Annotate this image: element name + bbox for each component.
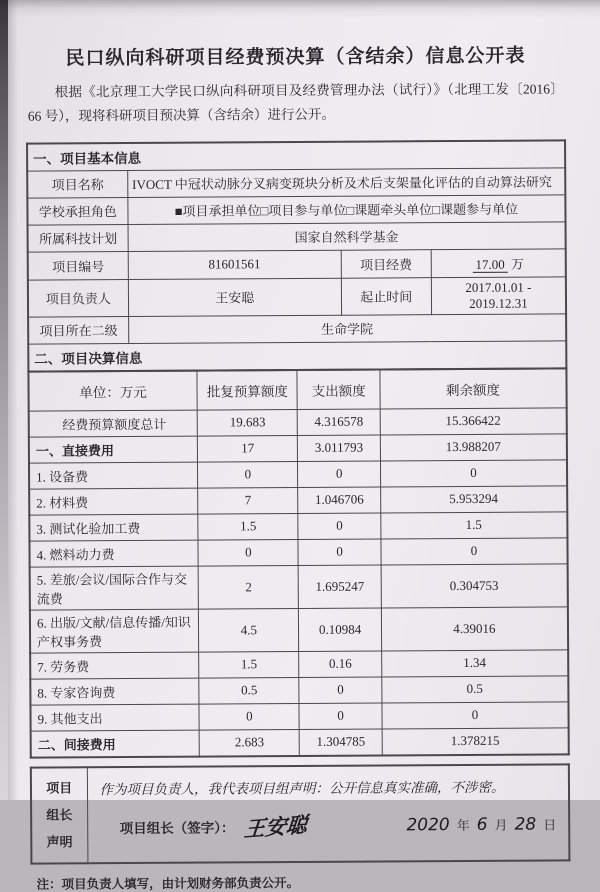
department-value: 生命学院 <box>128 313 566 343</box>
cell-remaining: 5.953294 <box>380 485 567 512</box>
unit-header: 单位：万元 <box>28 370 197 411</box>
signature-handwriting: 王安聪 <box>243 812 309 842</box>
row-label: 1. 设备费 <box>29 462 198 489</box>
table-row <box>30 563 568 609</box>
cell-approved: 7 <box>198 487 299 514</box>
table-row <box>31 727 569 757</box>
cell-spent: 0.16 <box>299 651 381 678</box>
cell-approved: 0.5 <box>199 677 300 704</box>
signature-row <box>98 809 561 842</box>
department-row <box>28 313 566 343</box>
section-2-title: 二、项目决算信息 <box>28 340 566 371</box>
table-row <box>29 537 567 566</box>
school-role-options: ■项目承担单位□项目参与单位□课题牵头单位□课题参与单位 <box>128 194 566 224</box>
school-role-label: 学校承担角色 <box>27 197 128 225</box>
col-header-spent: 支出额度 <box>297 369 380 409</box>
budget-header-row <box>28 368 566 411</box>
row-label: 8. 专家咨询费 <box>30 678 199 705</box>
row-label: 二、间接费用 <box>31 730 200 758</box>
cell-remaining: 13.988207 <box>380 433 567 460</box>
cell-approved: 0 <box>198 539 299 566</box>
funding-unit: 万 <box>510 256 525 272</box>
declaration-statement: 作为项目负责人，我代表项目组声明：公开信息真实准确，不涉密。 <box>99 779 505 797</box>
table-row <box>29 407 567 436</box>
cell-approved: 1.5 <box>198 513 299 540</box>
cell-spent: 4.316578 <box>298 409 380 436</box>
leader-row <box>28 276 566 316</box>
row-label: 7. 劳务费 <box>30 652 199 679</box>
cell-remaining: 0 <box>382 701 569 728</box>
cell-approved: 4.5 <box>199 608 300 652</box>
year-suffix: 年 <box>456 817 470 833</box>
cell-spent: 0 <box>298 513 380 540</box>
table-row <box>30 649 568 678</box>
date-month: 6 <box>476 814 488 835</box>
cell-remaining: 1.378215 <box>382 727 569 755</box>
cell-remaining: 1.34 <box>381 649 568 676</box>
cell-remaining: 4.39016 <box>381 606 568 650</box>
funding-amount: 17.00 <box>472 256 507 272</box>
cell-remaining: 0 <box>381 537 568 564</box>
project-name-row <box>27 167 565 197</box>
side-label-line: 项目 <box>46 780 73 796</box>
intro-paragraph: 根据《北京理工大学民口纵向科研项目及经费管理办法（试行）》（北理工发〔2016〕66 号），现将科研项目预决算（含结余）进行公开。 <box>27 81 564 124</box>
row-label: 9. 其他支出 <box>30 704 199 731</box>
leader-value: 王安聪 <box>128 278 341 316</box>
side-label-line: 组长 <box>46 807 73 823</box>
department-label: 项目所在二级 <box>28 316 129 344</box>
side-label-line: 声明 <box>46 834 73 850</box>
table-row <box>29 511 567 540</box>
cell-approved: 0 <box>198 461 299 488</box>
col-header-remaining: 剩余额度 <box>380 368 567 409</box>
row-label: 2. 材料费 <box>29 488 198 515</box>
row-label: 一、直接费用 <box>29 436 198 463</box>
duration-value: 2017.01.01 - 2019.12.31 <box>431 276 566 314</box>
declaration-side-label <box>31 767 88 863</box>
program-value: 国家自然科学基金 <box>128 221 566 251</box>
cell-spent: 0.10984 <box>299 608 382 652</box>
cell-spent: 1.304785 <box>300 729 382 756</box>
col-header-approved: 批复预算额度 <box>197 370 298 410</box>
section-1-header-row <box>27 140 565 171</box>
program-label: 所属科技计划 <box>28 224 129 252</box>
row-label: 4. 燃料动力费 <box>29 540 198 567</box>
cell-spent: 1.695247 <box>299 565 382 609</box>
cell-remaining: 15.366422 <box>380 407 567 434</box>
cell-approved: 19.683 <box>197 409 298 436</box>
project-number-row <box>28 248 566 279</box>
duration-label: 起止时间 <box>341 277 432 315</box>
day-suffix: 日 <box>543 817 557 833</box>
school-role-row <box>27 194 565 224</box>
cell-remaining: 0.5 <box>382 675 569 702</box>
cell-spent: 0 <box>299 677 381 704</box>
cell-spent: 0 <box>298 539 380 566</box>
funding-value <box>431 248 566 277</box>
table-row <box>29 433 567 462</box>
budget-table <box>27 367 569 758</box>
footnote: 注：项目负责人填写，由计划财务部负责公开。 <box>36 875 300 892</box>
declaration-body <box>87 764 570 863</box>
disclosure-form <box>25 36 570 892</box>
cell-approved: 1.5 <box>199 651 300 678</box>
declaration-table <box>30 763 571 864</box>
table-row <box>30 606 568 652</box>
cell-approved: 2.683 <box>199 729 300 756</box>
program-row <box>28 221 566 251</box>
cell-remaining: 0 <box>380 459 567 486</box>
cell-approved: 2 <box>198 565 299 609</box>
funding-label: 项目经费 <box>341 249 431 278</box>
signature-date <box>406 814 556 835</box>
signature-label: 项目组长（签字）： <box>119 819 235 836</box>
cell-remaining: 1.5 <box>381 511 568 538</box>
page-title: 民口纵向科研项目经费预决算（含结余）信息公开表 <box>65 45 526 70</box>
row-label: 经费预算额度总计 <box>29 410 198 437</box>
cell-approved: 0 <box>199 703 300 730</box>
project-number-label: 项目编号 <box>28 251 129 280</box>
table-row <box>29 459 567 488</box>
cell-approved: 17 <box>197 435 298 462</box>
basic-info-table <box>26 139 567 372</box>
table-row <box>29 485 567 514</box>
row-label: 6. 出版/文献/信息传播/知识产权事务费 <box>30 609 199 653</box>
table-row <box>30 701 568 730</box>
project-name-label: 项目名称 <box>27 170 128 198</box>
cell-spent: 0 <box>298 461 380 488</box>
paper-left-edge-shadow <box>0 0 8 800</box>
row-label: 5. 差旅/会议/国际合作与交流费 <box>30 566 199 610</box>
cell-remaining: 0.304753 <box>381 563 568 607</box>
section-1-title: 一、项目基本信息 <box>27 140 565 171</box>
table-row <box>30 675 568 704</box>
leader-label: 项目负责人 <box>28 279 129 317</box>
row-label: 3. 测试化验加工费 <box>29 514 198 541</box>
date-day: 28 <box>514 814 537 835</box>
cell-spent: 1.046706 <box>298 487 380 514</box>
month-suffix: 月 <box>494 817 508 833</box>
cell-spent: 3.011793 <box>298 435 380 462</box>
paper-left-edge-fade <box>8 0 18 800</box>
cell-spent: 0 <box>299 703 381 730</box>
project-name-value: IVOCT 中冠状动脉分叉病变斑块分析及术后支架量化评估的自动算法研究 <box>128 167 566 197</box>
date-year: 2020 <box>406 814 450 835</box>
project-number-value: 81601561 <box>128 250 341 279</box>
